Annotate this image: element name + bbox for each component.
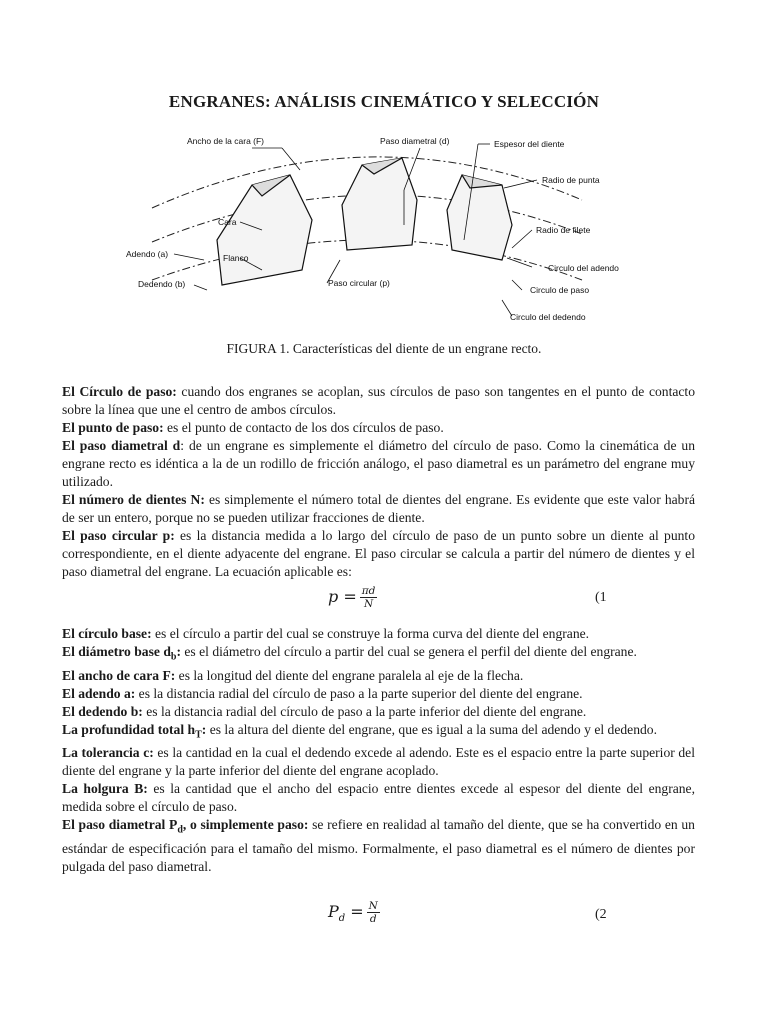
label-circulo-adendo: Circulo del adendo: [548, 263, 619, 273]
paragraph: El número de dientes N: es simplemente el número total de dientes del engrane. Es evidente que este valor habrá de ser un entero, porque no se pueden utilizar fracciones de diente.: [62, 492, 696, 525]
document-title: ENGRANES: ANÁLISIS CINEMÁTICO Y SELECCIÓN: [168, 92, 600, 111]
paragraph: El paso diametral d: de un engrane es simplemente el diámetro del círculo de paso. Como la cinemática de un engrane recto es idéntica a la de un rodillo de fricción análogo, el paso diametral es un parámetro del engrane muy utilizado.: [62, 438, 695, 489]
label-circulo-paso: Circulo de paso: [530, 285, 590, 295]
gear-diagram: [112, 130, 626, 330]
paragraph: El adendo a: es la distancia radial del círculo de paso a la parte superior del diente del engrane.: [62, 685, 583, 701]
paragraph: El diámetro base $d_b$: es el diámetro del círculo a partir del cual se genera el perfil del diente del engrane.: [62, 644, 637, 663]
label-adendo: Adendo (a): [126, 249, 169, 259]
label-circulo-dedendo: Circulo del dedendo: [510, 312, 586, 322]
paragraph: La holgura B: es la cantidad que el ancho del espacio entre dientes excede al espesor del diente del engrane, medida sobre el círculo de paso.: [62, 781, 695, 815]
paragraph: El ancho de cara F: es la longitud del diente del engrane paralela al eje de la flecha.: [62, 667, 524, 683]
equation-2: [62, 894, 695, 938]
label-radio-punta: Radio de punta: [542, 175, 600, 185]
gear-teeth: [217, 158, 512, 285]
paragraph: La tolerancia c: es la cantidad en la cual el dedendo excede al adendo. Este es el espacio entre la parte superior del diente del engrane y la parte inferior del diente del engrane acoplado.: [62, 745, 695, 779]
paragraph: El punto de paso: es el punto de contacto de los dos círculos de paso.: [62, 420, 444, 435]
label-espesor-diente: Espesor del diente: [494, 139, 565, 149]
label-dedendo: Dedendo (b): [138, 279, 186, 289]
label-ancho-cara: Ancho de la cara (F): [187, 136, 265, 146]
label-paso-diametral: Paso diametral (d): [380, 136, 450, 146]
paragraph: El paso diametral $P_d$, o simplemente paso: se refiere en realidad al tamaño del diente, que se ha convertido en un estándar de especificación para el tamaño del mismo. Formalmente, el paso diametral es el número de dientes por pulgada del paso diametral.: [62, 817, 695, 875]
paragraph: El Círculo de paso: cuando dos engranes se acoplan, sus círculos de paso son tangentes en el punto de contacto sobre la línea que une el centro de ambos círculos.: [62, 384, 695, 417]
equation-1-number: (1: [595, 590, 607, 605]
body-text: [62, 383, 695, 938]
equation-1: [62, 583, 695, 621]
equation-1-math: p = $\frac{\pi d}{N}$: [328, 585, 376, 610]
paragraph: El círculo base: es el círculo a partir del cual se construye la forma curva del diente del engrane.: [62, 626, 590, 641]
label-paso-circular: Paso circular (p): [328, 278, 390, 288]
equation-2-math: $P_d$ = $\frac{N}{d}$: [328, 900, 378, 926]
equation-2-number: (2: [595, 907, 607, 923]
paragraph: El dedendo b: es la distancia radial del círculo de paso a la parte inferior del diente del engrane.: [62, 703, 587, 719]
label-flanco: Flanco: [223, 253, 249, 263]
gear-tooth-figure: [112, 130, 626, 330]
paragraph: La profundidad total $h_T$: es la altura del diente del engrane, que es igual a la suma del adendo y el dedendo.: [62, 721, 657, 741]
label-cara: Cara: [218, 217, 237, 227]
figure-caption: FIGURA 1. Características del diente de un engrane recto.: [226, 341, 542, 356]
label-radio-filete: Radio de filete: [536, 225, 591, 235]
paragraph: El paso circular p: es la distancia medida a lo largo del círculo de paso de un punto sobre un diente al punto correspondiente, en el diente adyacente del engrane. El paso circular se calcula a partir del número de dientes y el paso diametral del engrane. La ecuación aplicable es:: [62, 528, 695, 579]
